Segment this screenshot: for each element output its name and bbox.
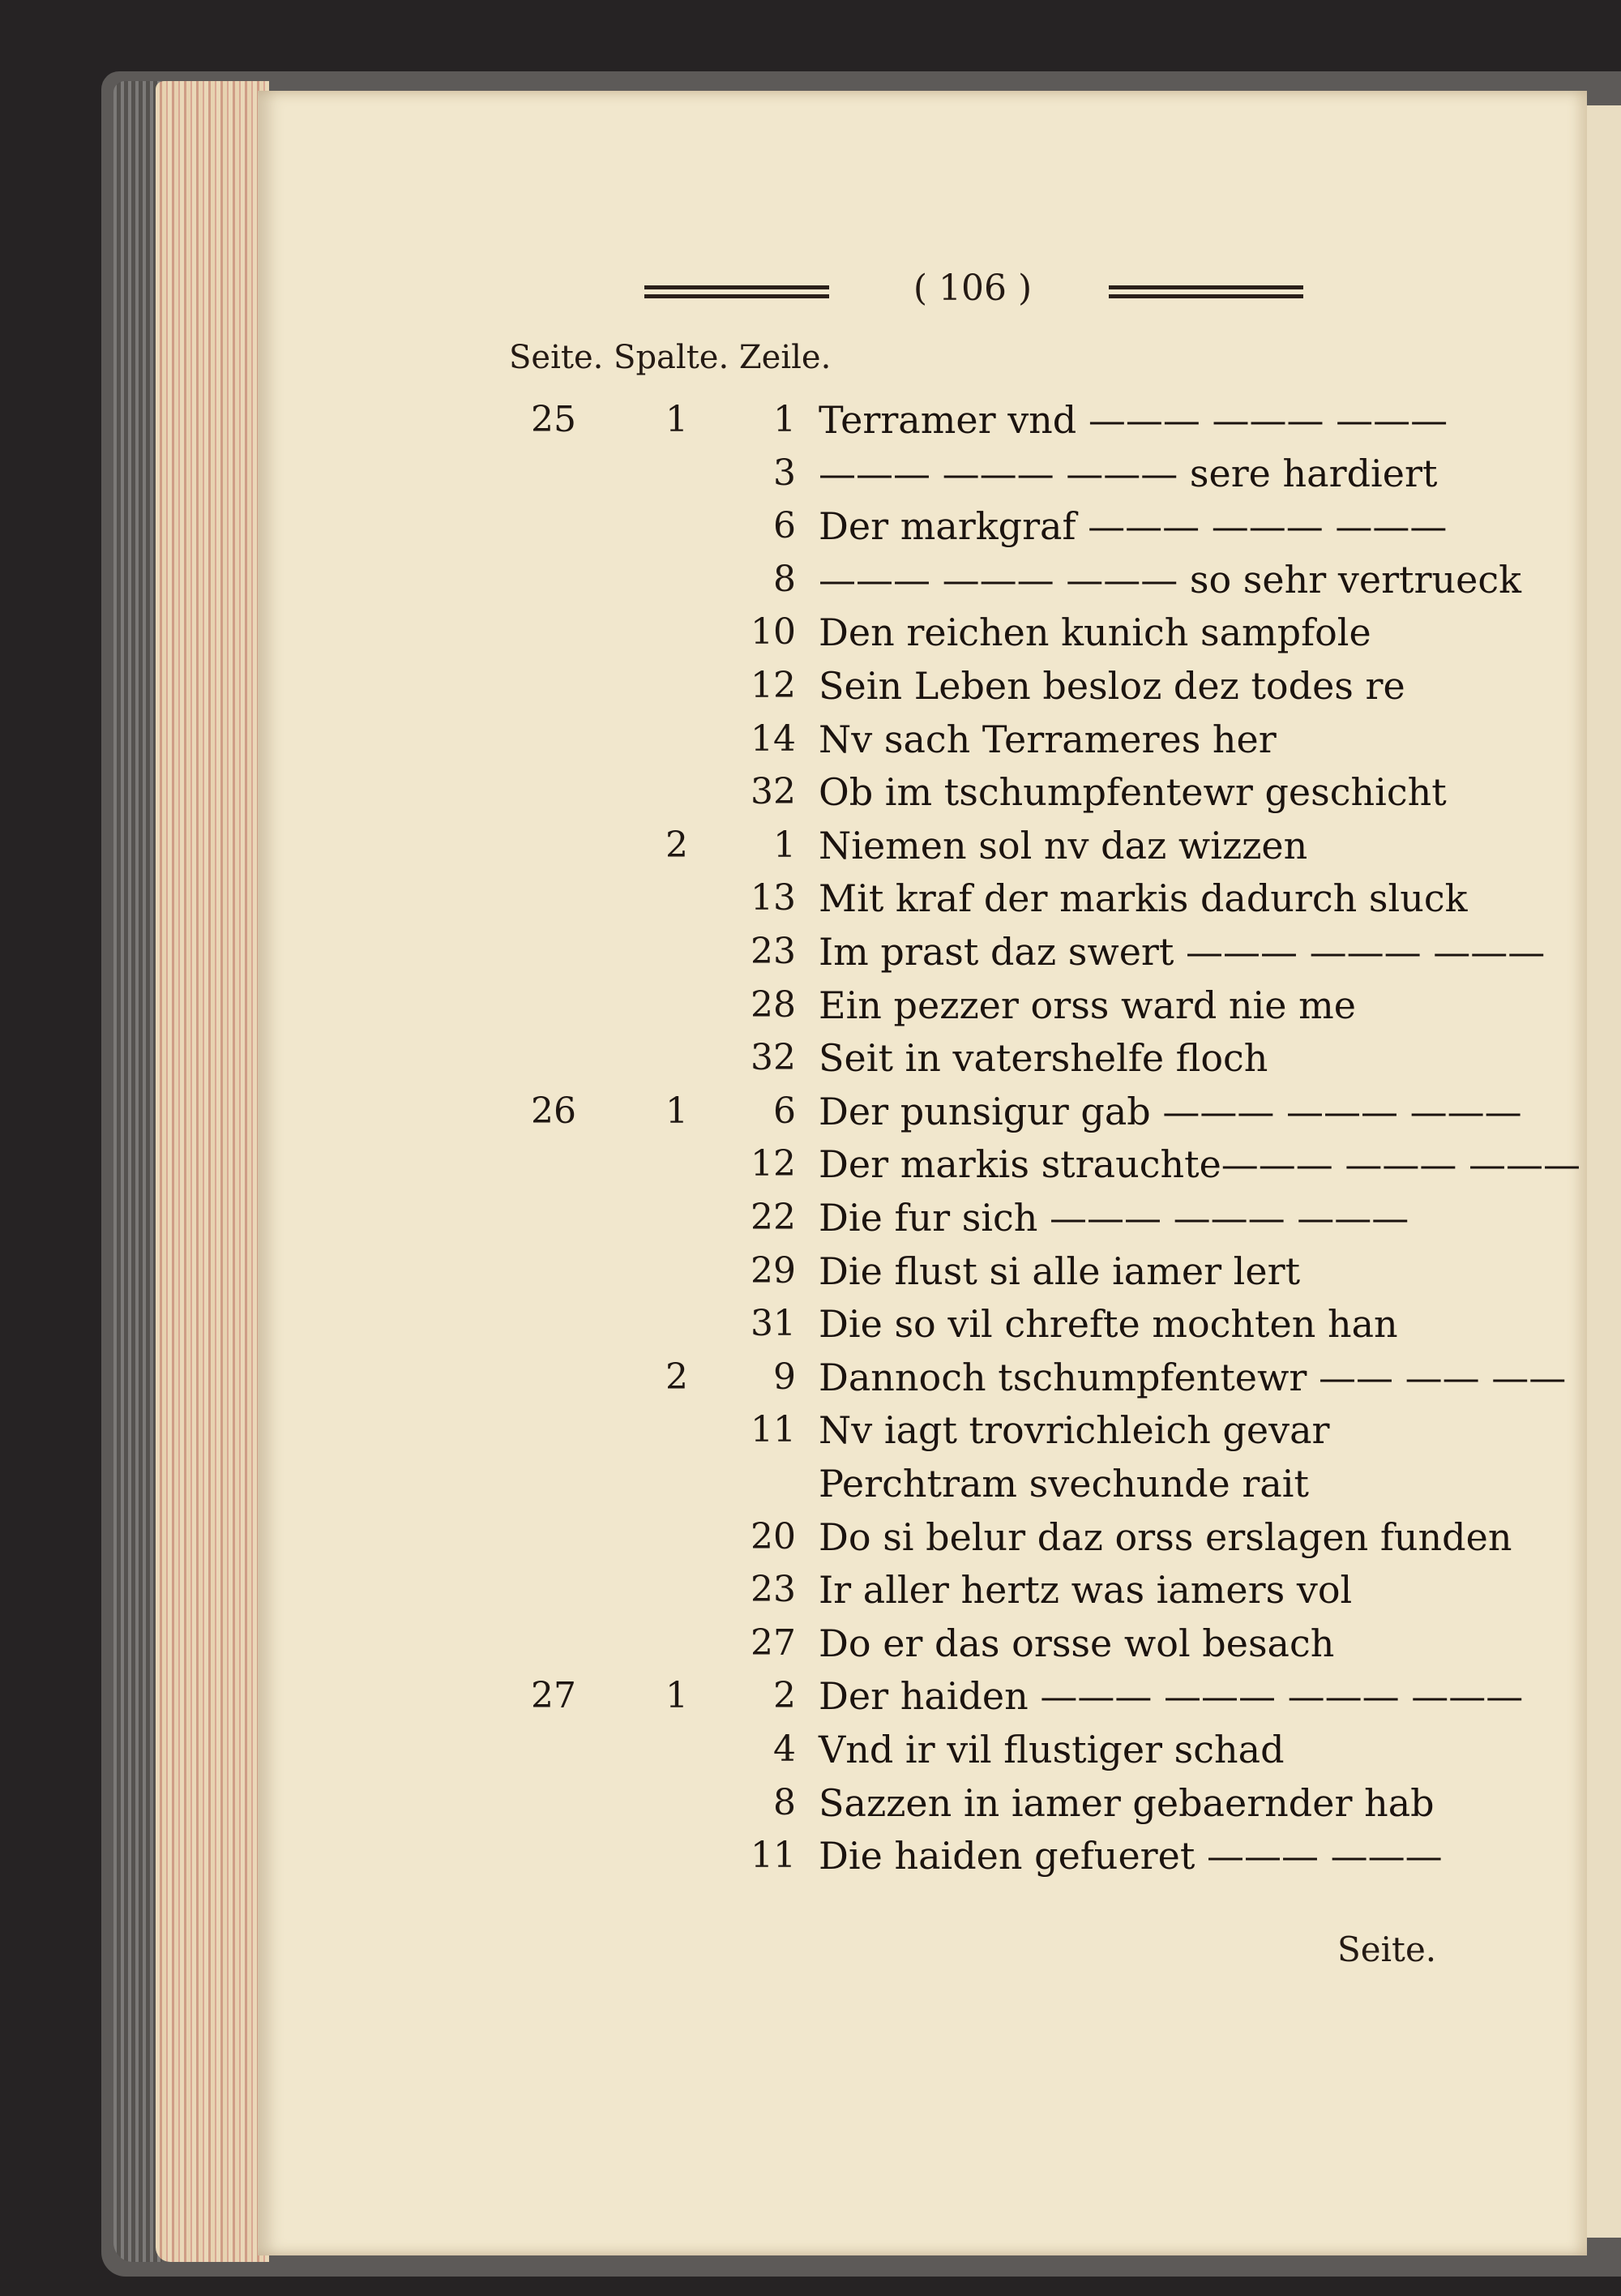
entry-text: Dannoch tschumpfentewr —— —— ——	[819, 1355, 1567, 1399]
entry-zeile: 32	[751, 771, 796, 813]
entry-row	[0, 1672, 1621, 1720]
entry-text: Ob im tschumpfentewr geschicht	[819, 770, 1447, 815]
entry-row	[0, 1034, 1621, 1082]
entry-row	[0, 1247, 1621, 1296]
entry-text: Der markis strauchte——— ——— ———	[819, 1142, 1581, 1187]
entry-text: Sein Leben besloz dez todes re	[819, 664, 1405, 708]
catchword: Seite.	[1337, 1930, 1437, 1969]
entry-zeile: 4	[773, 1728, 796, 1770]
entry-zeile: 13	[751, 877, 796, 919]
entry-text: Ir aller hertz was iamers vol	[819, 1568, 1353, 1613]
entry-seite: 25	[531, 399, 576, 440]
entry-row	[0, 555, 1621, 604]
entry-row	[0, 1353, 1621, 1402]
entry-zeile: 31	[751, 1303, 796, 1345]
entry-text: Die so vil chrefte mochten han	[819, 1302, 1398, 1347]
entry-text: Im prast daz swert ——— ——— ———	[819, 930, 1546, 974]
entry-row	[0, 1087, 1621, 1136]
entry-zeile: 27	[751, 1621, 796, 1664]
entry-row	[0, 396, 1621, 444]
entry-zeile: 23	[751, 931, 796, 972]
entry-text: Die flust si alle iamer lert	[819, 1249, 1301, 1293]
entry-text: Die haiden gefueret ——— ———	[819, 1834, 1443, 1878]
entry-row	[0, 927, 1621, 976]
entry-text: Do si belur daz orss erslagen funden	[819, 1514, 1512, 1559]
entry-row	[0, 1513, 1621, 1561]
entry-row	[0, 874, 1621, 923]
entry-text: Vnd ir vil flustiger schad	[819, 1728, 1285, 1771]
entry-zeile: 23	[751, 1569, 796, 1611]
entry-row	[0, 821, 1621, 870]
entry-row	[0, 1779, 1621, 1827]
entry-zeile: 10	[751, 611, 796, 653]
entry-text: Sazzen in iamer gebaernder hab	[819, 1780, 1435, 1825]
entry-spalte: 2	[665, 824, 688, 866]
column-heading: Seite. Spalte. Zeile.	[509, 339, 832, 376]
entry-text: ——— ——— ——— so sehr vertrueck	[819, 557, 1522, 602]
entry-text: Der haiden ——— ——— ——— ———	[819, 1674, 1524, 1719]
entry-row	[0, 449, 1621, 498]
entry-zeile: 1	[773, 399, 796, 440]
entry-zeile: 8	[773, 1781, 796, 1823]
entry-zeile: 14	[751, 718, 796, 760]
entry-text: Ein pezzer orss ward nie me	[819, 983, 1356, 1027]
entry-zeile: 9	[773, 1356, 796, 1398]
entry-row	[0, 662, 1621, 710]
entry-row	[0, 1193, 1621, 1242]
entry-seite: 26	[531, 1090, 576, 1132]
entry-zeile: 22	[751, 1197, 796, 1238]
entry-seite: 27	[531, 1675, 576, 1717]
entry-row	[0, 1459, 1621, 1508]
entry-text: Seit in vatershelfe floch	[819, 1036, 1268, 1081]
entry-zeile: 12	[751, 1143, 796, 1185]
entry-spalte: 1	[665, 1090, 688, 1132]
entry-spalte: 1	[665, 1675, 688, 1717]
entry-text: Mit kraf der markis dadurch sluck	[819, 876, 1468, 921]
entry-zeile: 11	[751, 1835, 796, 1877]
page-number: ( 106 )	[913, 268, 1033, 309]
entry-text: Nv iagt trovrichleich gevar	[819, 1408, 1330, 1453]
entry-row	[0, 715, 1621, 764]
entry-zeile: 32	[751, 1037, 796, 1079]
entry-zeile: 2	[773, 1675, 796, 1717]
entry-zeile: 29	[751, 1249, 796, 1292]
entry-row	[0, 1619, 1621, 1668]
entry-row	[0, 1406, 1621, 1454]
entry-text: Terramer vnd ——— ——— ———	[819, 398, 1448, 442]
entry-zeile: 1	[773, 824, 796, 866]
entry-text: Perchtram svechunde rait	[819, 1462, 1309, 1506]
entry-row	[0, 768, 1621, 816]
entry-text: Den reichen kunich sampfole	[819, 610, 1371, 655]
entry-text: Die fur sich ——— ——— ———	[819, 1196, 1409, 1240]
entry-row	[0, 1725, 1621, 1774]
entry-zeile: 12	[751, 665, 796, 706]
entry-zeile: 6	[773, 505, 796, 547]
entry-zeile: 3	[773, 452, 796, 494]
entry-zeile: 20	[751, 1515, 796, 1557]
entry-row	[0, 1831, 1621, 1880]
entry-spalte: 1	[665, 399, 688, 440]
entry-zeile: 6	[773, 1090, 796, 1132]
entry-text: ——— ——— ——— sere hardiert	[819, 451, 1438, 495]
entry-zeile: 11	[751, 1409, 796, 1451]
entry-text: Do er das orsse wol besach	[819, 1621, 1335, 1665]
entry-row	[0, 981, 1621, 1030]
entry-spalte: 2	[665, 1356, 688, 1398]
entry-row	[0, 1300, 1621, 1348]
entry-zeile: 8	[773, 558, 796, 600]
entry-row	[0, 502, 1621, 550]
entry-text: Der markgraf ——— ——— ———	[819, 504, 1448, 549]
entry-zeile: 28	[751, 983, 796, 1026]
entry-row	[0, 608, 1621, 657]
entry-row	[0, 1140, 1621, 1189]
entry-text: Niemen sol nv daz wizzen	[819, 823, 1308, 867]
entry-text: Nv sach Terrameres her	[819, 717, 1277, 761]
entry-text: Der punsigur gab ——— ——— ———	[819, 1089, 1522, 1133]
entry-row	[0, 1566, 1621, 1614]
